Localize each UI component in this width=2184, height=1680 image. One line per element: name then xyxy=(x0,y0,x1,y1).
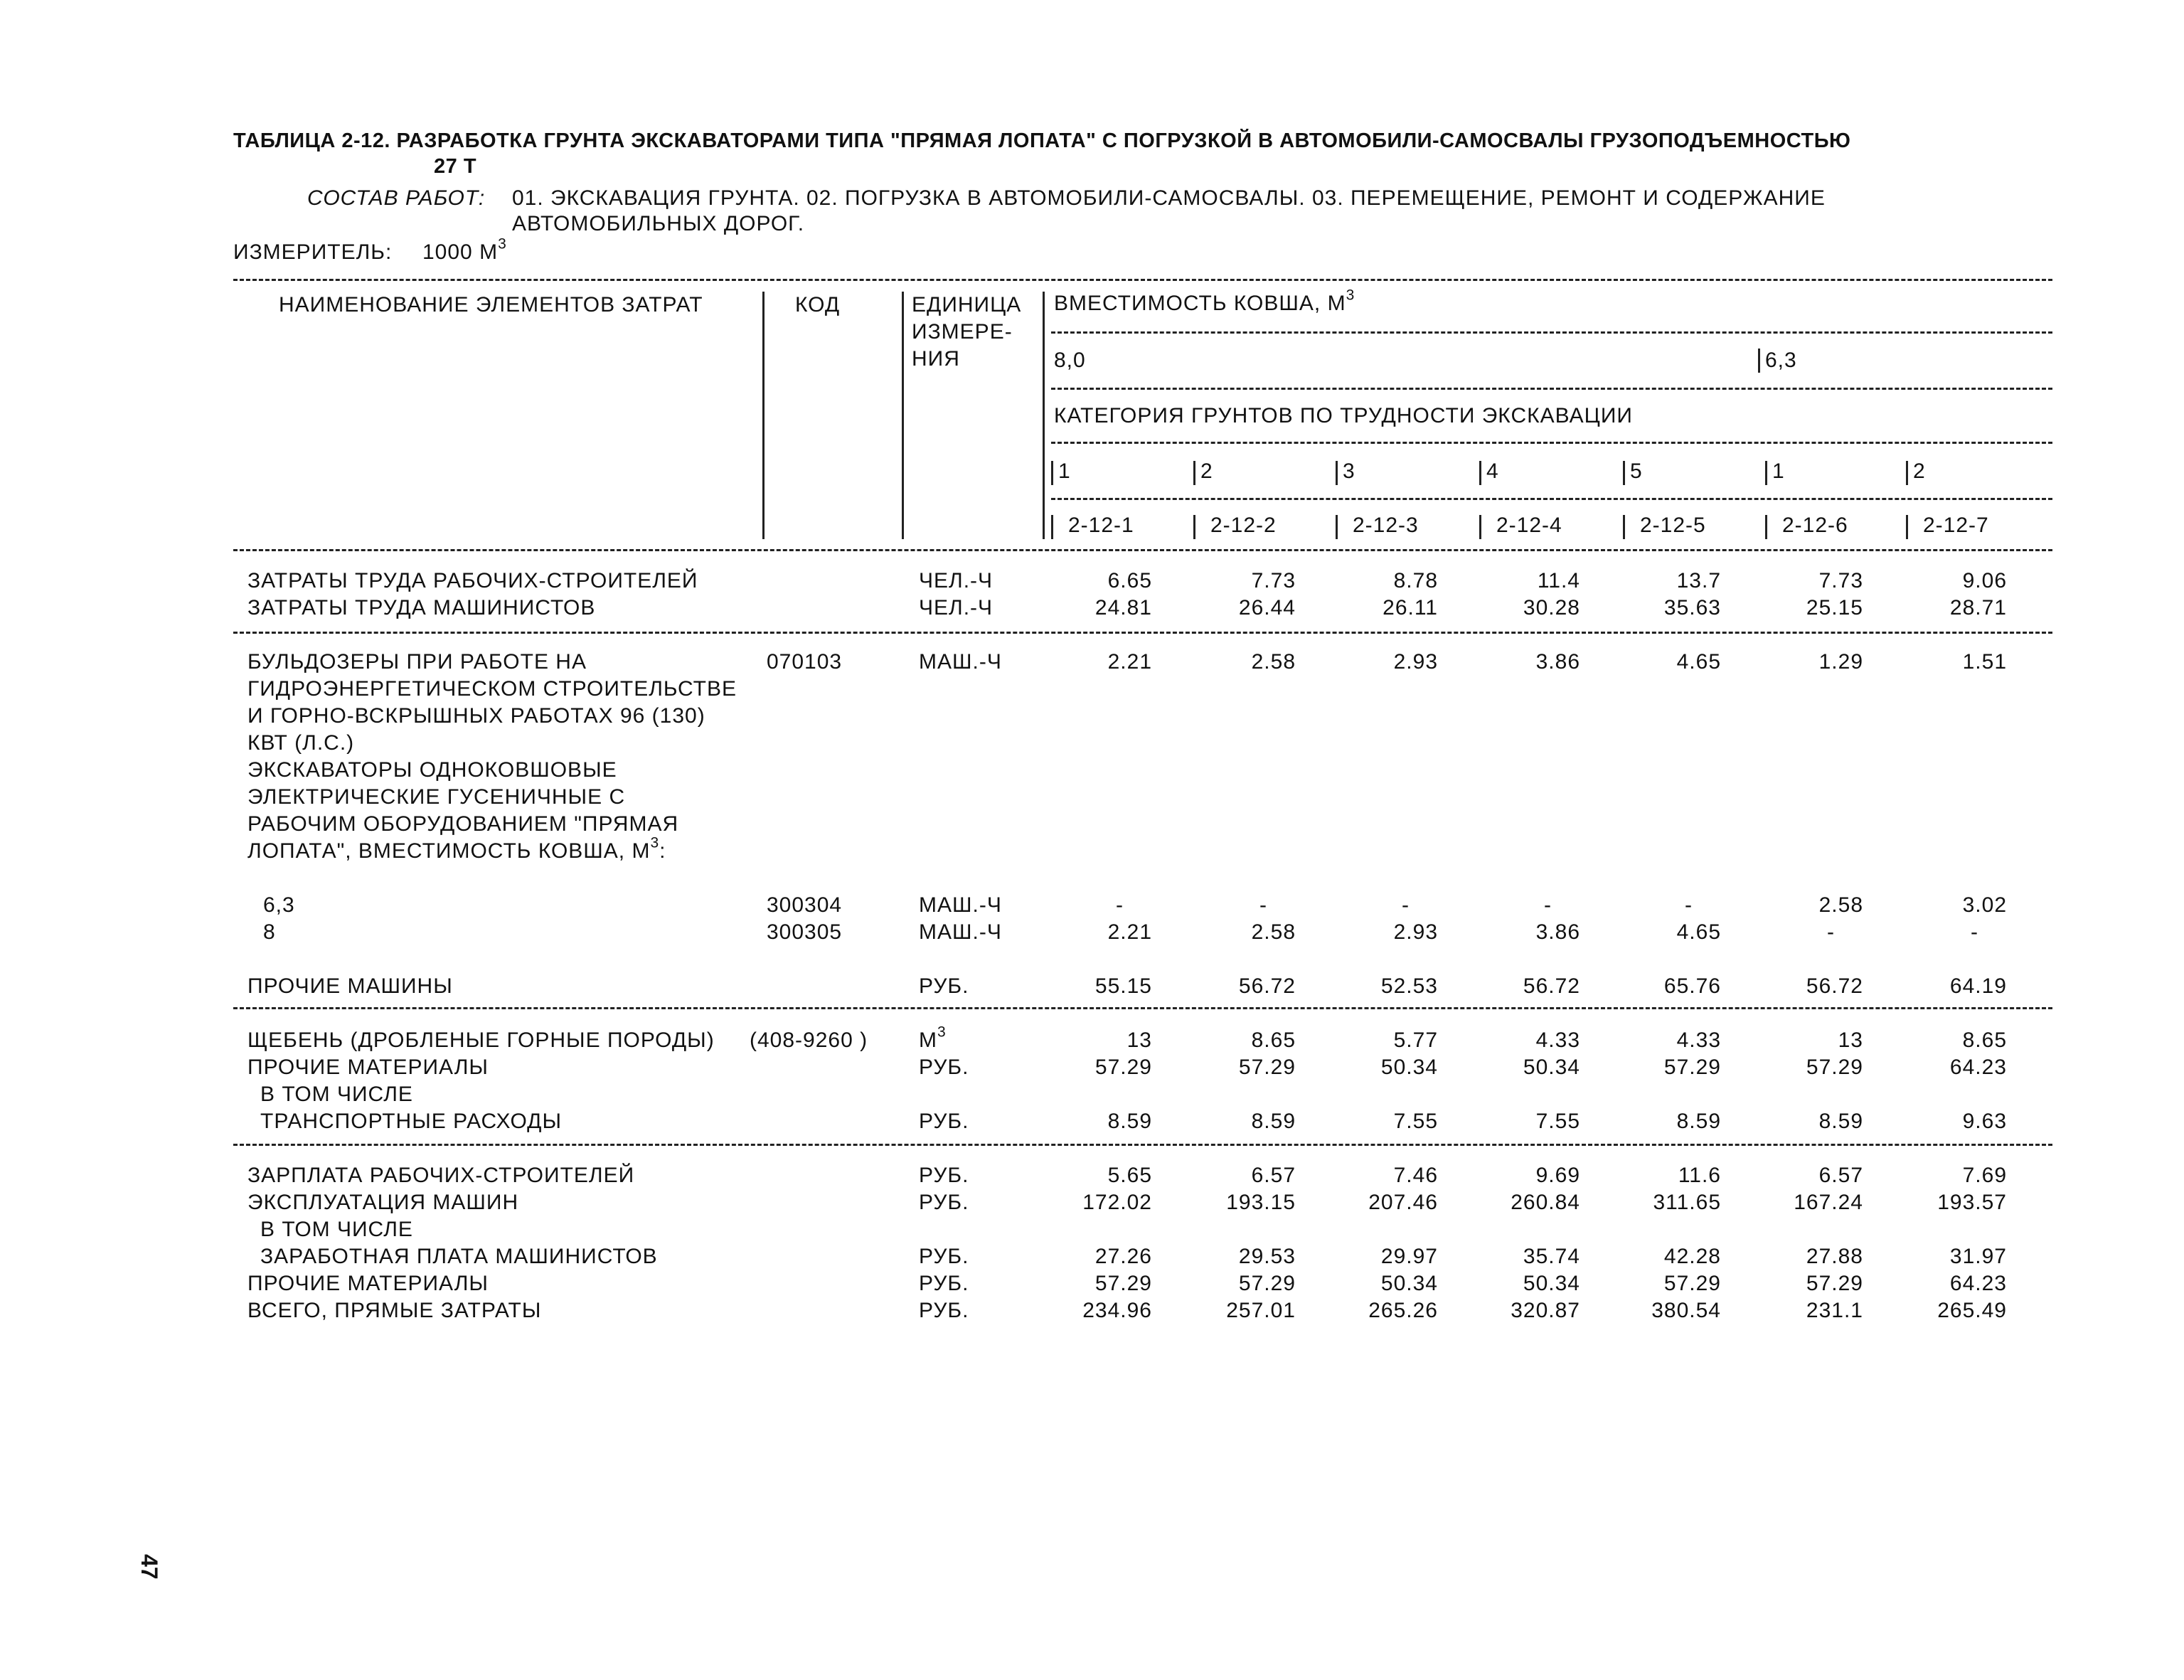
row-name: ЗАРПЛАТА РАБОЧИХ-СТРОИТЕЛЕЙ xyxy=(247,1164,635,1187)
rule xyxy=(233,1007,2052,1009)
value-cell: 24.81 xyxy=(1094,596,1152,620)
rule xyxy=(233,279,2052,281)
value-cell: 1.51 xyxy=(1962,650,2007,674)
row-name-line: И ГОРНО-ВСКРЫШНЫХ РАБОТАХ 96 (130) xyxy=(247,704,705,728)
row-name-line xyxy=(247,812,678,836)
value-cell: - xyxy=(1544,893,1552,917)
value-cell: 7.55 xyxy=(1393,1110,1438,1133)
value-cell: 4.33 xyxy=(1535,1028,1580,1052)
value-cell: 64.19 xyxy=(1949,974,2007,998)
row-name: 8 xyxy=(263,920,276,944)
value-cell: 57.29 xyxy=(1238,1056,1296,1079)
code-cell: 2-12-6 xyxy=(1782,514,1848,537)
value-cell: 35.63 xyxy=(1663,596,1721,620)
value-cell: 380.54 xyxy=(1651,1299,1721,1322)
value-cell: 234.96 xyxy=(1082,1299,1152,1322)
column-divider xyxy=(1758,349,1760,373)
unit-text: РУБ. xyxy=(919,1299,969,1322)
value-cell: 2.58 xyxy=(1251,650,1296,674)
table-title: ТАБЛИЦА 2-12. РАЗРАБОТКА ГРУНТА ЭКСКАВАТОРАМИ ТИПА "ПРЯМАЯ ЛОПАТА" С ПОГРУЗКОЙ В АВТОМОБИЛИ-САМОСВАЛЫ ГРУЗОПОДЪЕМНОСТЬЮ xyxy=(233,129,1851,152)
value-cell: 57.29 xyxy=(1806,1272,1863,1295)
value-cell: 55.15 xyxy=(1094,974,1152,998)
code-cell: 2-12-2 xyxy=(1210,514,1277,537)
value-cell: 27.88 xyxy=(1806,1245,1863,1268)
header-unit-col: ИЗМЕРЕ- xyxy=(912,320,1013,344)
row-unit xyxy=(919,1056,969,1080)
rule xyxy=(1051,442,2052,444)
row-name: ЗАТРАТЫ ТРУДА РАБОЧИХ-СТРОИТЕЛЕЙ xyxy=(247,569,698,592)
value-cell: 3.86 xyxy=(1535,650,1580,674)
value-cell: 8.65 xyxy=(1251,1028,1296,1052)
row-name-line xyxy=(247,785,625,809)
value-cell: 57.29 xyxy=(1663,1056,1721,1079)
category-cell: 1 xyxy=(1058,459,1071,483)
row-name: В ТОМ ЧИСЛЕ xyxy=(260,1083,413,1106)
column-divider xyxy=(762,292,765,539)
value-cell: 13.7 xyxy=(1676,569,1721,592)
value-cell: 25.15 xyxy=(1806,596,1863,620)
row-unit xyxy=(919,1299,969,1323)
row-name: ТРАНСПОРТНЫЕ РАСХОДЫ xyxy=(260,1110,563,1133)
value-cell: 6.57 xyxy=(1818,1164,1863,1187)
unit-text: РУБ. xyxy=(919,974,969,998)
value-cell: 65.76 xyxy=(1663,974,1721,998)
value-cell: 4.65 xyxy=(1676,650,1721,674)
value-cell: 57.29 xyxy=(1663,1272,1721,1295)
value-cell: 64.23 xyxy=(1949,1272,2007,1295)
value-cell: 9.06 xyxy=(1962,569,2007,592)
column-divider xyxy=(1336,461,1338,485)
column-divider xyxy=(902,292,904,539)
value-cell: 13 xyxy=(1838,1028,1863,1052)
unit-text: РУБ. xyxy=(919,1191,969,1214)
name-text: ЛОПАТА", ВМЕСТИМОСТЬ КОВША, М xyxy=(247,839,651,863)
column-divider xyxy=(1765,515,1767,539)
row-unit xyxy=(919,1245,969,1269)
category-cell: 2 xyxy=(1913,459,1926,483)
unit-text: МАШ.-Ч xyxy=(919,920,1002,944)
unit-text: ЧЕЛ.-Ч xyxy=(919,596,994,620)
header-capacity-a: 8,0 xyxy=(1054,349,1086,372)
row-unit: МАШ.-Ч xyxy=(919,650,1002,674)
value-cell: - xyxy=(1116,893,1124,917)
unit-text: РУБ. xyxy=(919,1164,969,1187)
meter-value: 1000 $М^3$ xyxy=(422,235,507,264)
meter-label: ИЗМЕРИТЕЛЬ: xyxy=(233,240,393,264)
row-name-line: КВТ (Л.С.) xyxy=(247,731,355,755)
row-code: (408-9260 ) xyxy=(750,1028,868,1052)
value-cell: 50.34 xyxy=(1380,1056,1438,1079)
value-cell: 7.73 xyxy=(1251,569,1296,592)
value-cell: 2.21 xyxy=(1107,650,1152,674)
value-cell: 64.23 xyxy=(1949,1056,2007,1079)
name-tail: : xyxy=(659,839,666,863)
value-cell: 257.01 xyxy=(1226,1299,1296,1322)
name-text: ЭКСКАВАТОРЫ ОДНОКОВШОВЫЕ xyxy=(247,758,617,782)
code-cell: 2-12-5 xyxy=(1640,514,1706,537)
row-name: ПРОЧИЕ МАТЕРИАЛЫ xyxy=(247,1272,489,1295)
header-code-col: КОД xyxy=(795,293,841,317)
row-name-line xyxy=(247,758,617,782)
row-name-line: БУЛЬДОЗЕРЫ ПРИ РАБОТЕ НА xyxy=(247,650,587,674)
value-cell: 8.65 xyxy=(1962,1028,2007,1052)
value-cell: 4.33 xyxy=(1676,1028,1721,1052)
value-cell: 57.29 xyxy=(1806,1056,1863,1079)
row-name: 6,3 xyxy=(263,893,295,917)
value-cell: 8.78 xyxy=(1393,569,1438,592)
column-divider xyxy=(1043,292,1045,539)
row-unit xyxy=(919,596,993,620)
header-capacity: ВМЕСТИМОСТЬ КОВША, $М^3$ xyxy=(1054,287,1355,315)
name-text: ЭЛЕКТРИЧЕСКИЕ ГУСЕНИЧНЫЕ С xyxy=(247,785,626,809)
rule xyxy=(233,1144,2052,1146)
unit-text: МАШ.-Ч xyxy=(919,893,1002,917)
unit-text: РУБ. xyxy=(919,1272,969,1295)
unit-text: ЧЕЛ.-Ч xyxy=(919,569,994,592)
value-cell: 50.34 xyxy=(1523,1056,1580,1079)
value-cell: 9.63 xyxy=(1962,1110,2007,1133)
value-cell: 207.46 xyxy=(1368,1191,1438,1214)
column-divider xyxy=(1336,515,1338,539)
work-composition-label: СОСТАВ РАБОТ: xyxy=(307,186,486,210)
code-cell: 2-12-7 xyxy=(1923,514,1989,537)
row-unit xyxy=(919,974,969,999)
value-cell: 57.29 xyxy=(1238,1272,1296,1295)
value-cell: 8.59 xyxy=(1107,1110,1152,1133)
value-cell: 6.65 xyxy=(1107,569,1152,592)
unit-text: РУБ. xyxy=(919,1245,969,1268)
value-cell: 57.29 xyxy=(1094,1056,1152,1079)
row-name: ВСЕГО, ПРЯМЫЕ ЗАТРАТЫ xyxy=(247,1299,542,1322)
row-code: 300305 xyxy=(767,920,843,944)
row-name: В ТОМ ЧИСЛЕ xyxy=(260,1218,413,1241)
value-cell: 8.59 xyxy=(1818,1110,1863,1133)
value-cell: 231.1 xyxy=(1806,1299,1863,1322)
value-cell: 26.44 xyxy=(1238,596,1296,620)
value-cell: 7.73 xyxy=(1818,569,1863,592)
value-cell: 265.49 xyxy=(1937,1299,2007,1322)
value-cell: 8.59 xyxy=(1251,1110,1296,1133)
rule xyxy=(233,632,2052,634)
header-category: КАТЕГОРИЯ ГРУНТОВ ПО ТРУДНОСТИ ЭКСКАВАЦИИ xyxy=(1054,404,1633,427)
row-name: ЗАТРАТЫ ТРУДА МАШИНИСТОВ xyxy=(247,596,596,620)
row-name: ПРОЧИЕ МАШИНЫ xyxy=(247,974,453,998)
row-name: ЩЕБЕНЬ (ДРОБЛЕНЫЕ ГОРНЫЕ ПОРОДЫ) xyxy=(247,1028,715,1052)
header-capacity-b: 6,3 xyxy=(1765,349,1797,372)
rule xyxy=(1051,498,2052,500)
row-name-line: ГИДРОЭНЕРГЕТИЧЕСКОМ СТРОИТЕЛЬСТВЕ xyxy=(247,677,737,701)
page-number: 47 xyxy=(137,1554,162,1580)
value-cell: 29.53 xyxy=(1238,1245,1296,1268)
rule xyxy=(233,549,2052,551)
value-cell: - xyxy=(1402,893,1410,917)
value-cell: 13 xyxy=(1126,1028,1152,1052)
value-cell: 5.65 xyxy=(1107,1164,1152,1187)
row-code: 070103 xyxy=(767,650,843,674)
name-text: РАБОЧИМ ОБОРУДОВАНИЕМ "ПРЯМАЯ xyxy=(247,812,679,836)
column-divider xyxy=(1193,515,1195,539)
value-cell: 11.6 xyxy=(1678,1164,1721,1187)
value-cell: 56.72 xyxy=(1523,974,1580,998)
row-unit xyxy=(919,1164,969,1188)
value-cell: 52.53 xyxy=(1380,974,1438,998)
category-cell: 5 xyxy=(1630,459,1643,483)
value-cell: 26.11 xyxy=(1383,596,1438,620)
code-cell: 2-12-3 xyxy=(1353,514,1419,537)
value-cell: 193.57 xyxy=(1937,1191,2007,1214)
row-name: ЭКСПЛУАТАЦИЯ МАШИН xyxy=(247,1191,519,1214)
category-cell: 3 xyxy=(1343,459,1355,483)
value-cell: 42.28 xyxy=(1663,1245,1721,1268)
value-cell: 56.72 xyxy=(1238,974,1296,998)
row-unit xyxy=(919,920,1002,945)
value-cell: 1.29 xyxy=(1818,650,1863,674)
code-cell: 2-12-4 xyxy=(1496,514,1562,537)
value-cell: 265.26 xyxy=(1368,1299,1438,1322)
value-cell: 28.71 xyxy=(1949,596,2007,620)
column-divider xyxy=(1479,461,1481,485)
column-divider xyxy=(1765,461,1767,485)
value-cell: 8.59 xyxy=(1676,1110,1721,1133)
category-cell: 2 xyxy=(1200,459,1213,483)
column-divider xyxy=(1623,461,1625,485)
value-cell: - xyxy=(1971,920,1978,944)
code-cell: 2-12-1 xyxy=(1068,514,1134,537)
value-cell: 3.86 xyxy=(1535,920,1580,944)
value-cell: 50.34 xyxy=(1523,1272,1580,1295)
value-cell: 57.29 xyxy=(1094,1272,1152,1295)
column-divider xyxy=(1906,515,1908,539)
value-cell: 2.93 xyxy=(1393,650,1438,674)
column-divider xyxy=(1479,515,1481,539)
value-cell: 31.97 xyxy=(1949,1245,2007,1268)
column-divider xyxy=(1051,461,1053,485)
value-cell: 35.74 xyxy=(1523,1245,1580,1268)
value-cell: 7.46 xyxy=(1393,1164,1438,1187)
value-cell: 172.02 xyxy=(1082,1191,1152,1214)
value-cell: 7.55 xyxy=(1535,1110,1580,1133)
column-divider xyxy=(1051,515,1053,539)
column-divider xyxy=(1906,461,1908,485)
value-cell: 4.65 xyxy=(1676,920,1721,944)
header-unit-col: ЕДИНИЦА xyxy=(912,293,1022,317)
value-cell: 9.69 xyxy=(1535,1164,1580,1187)
work-composition-text-cont: АВТОМОБИЛЬНЫХ ДОРОГ. xyxy=(512,212,805,235)
value-cell: 27.26 xyxy=(1094,1245,1152,1268)
row-name: ПРОЧИЕ МАТЕРИАЛЫ xyxy=(247,1056,489,1079)
unit-superscript: 3 xyxy=(937,1024,947,1041)
rule xyxy=(1051,331,2052,334)
category-cell: 4 xyxy=(1486,459,1499,483)
value-cell: 2.93 xyxy=(1393,920,1438,944)
category-cell: 1 xyxy=(1772,459,1785,483)
value-cell: 5.77 xyxy=(1393,1028,1438,1052)
row-unit xyxy=(919,1024,947,1053)
value-cell: 2.21 xyxy=(1107,920,1152,944)
row-code: 300304 xyxy=(767,893,843,917)
unit-text: РУБ. xyxy=(919,1056,969,1079)
column-divider xyxy=(1193,461,1195,485)
value-cell: 260.84 xyxy=(1511,1191,1580,1214)
value-cell: - xyxy=(1827,920,1835,944)
unit-text: М xyxy=(919,1028,937,1052)
name-superscript: 3 xyxy=(650,834,660,851)
value-cell: 50.34 xyxy=(1380,1272,1438,1295)
unit-text: РУБ. xyxy=(919,1110,969,1133)
work-composition-text: 01. ЭКСКАВАЦИЯ ГРУНТА. 02. ПОГРУЗКА В АВТОМОБИЛИ-САМОСВАЛЫ. 03. ПЕРЕМЕЩЕНИЕ, РЕМОНТ И СОДЕРЖАНИЕ xyxy=(512,186,1826,210)
value-cell: 29.97 xyxy=(1380,1245,1438,1268)
rule xyxy=(1051,388,2052,390)
value-cell: 2.58 xyxy=(1818,893,1863,917)
value-cell: 7.69 xyxy=(1962,1164,2007,1187)
value-cell: 11.4 xyxy=(1537,569,1580,592)
value-cell: 56.72 xyxy=(1806,974,1863,998)
value-cell: 167.24 xyxy=(1794,1191,1863,1214)
row-unit xyxy=(919,893,1002,918)
value-cell: 6.57 xyxy=(1251,1164,1296,1187)
table-title-cont: 27 Т xyxy=(434,155,477,178)
row-unit xyxy=(919,1272,969,1296)
header-name-col: НАИМЕНОВАНИЕ ЭЛЕМЕНТОВ ЗАТРАТ xyxy=(279,293,703,317)
row-unit xyxy=(919,569,993,593)
value-cell: 2.58 xyxy=(1251,920,1296,944)
value-cell: 320.87 xyxy=(1511,1299,1580,1322)
value-cell: 193.15 xyxy=(1226,1191,1296,1214)
value-cell: 3.02 xyxy=(1962,893,2007,917)
value-cell: 311.65 xyxy=(1653,1191,1721,1214)
row-unit xyxy=(919,1110,969,1134)
value-cell: - xyxy=(1685,893,1693,917)
row-name-line xyxy=(247,834,666,863)
value-cell: 30.28 xyxy=(1523,596,1580,620)
value-cell: - xyxy=(1259,893,1267,917)
header-unit-col: НИЯ xyxy=(912,347,960,371)
column-divider xyxy=(1623,515,1625,539)
row-unit xyxy=(919,1191,969,1215)
row-name: ЗАРАБОТНАЯ ПЛАТА МАШИНИСТОВ xyxy=(260,1245,658,1268)
